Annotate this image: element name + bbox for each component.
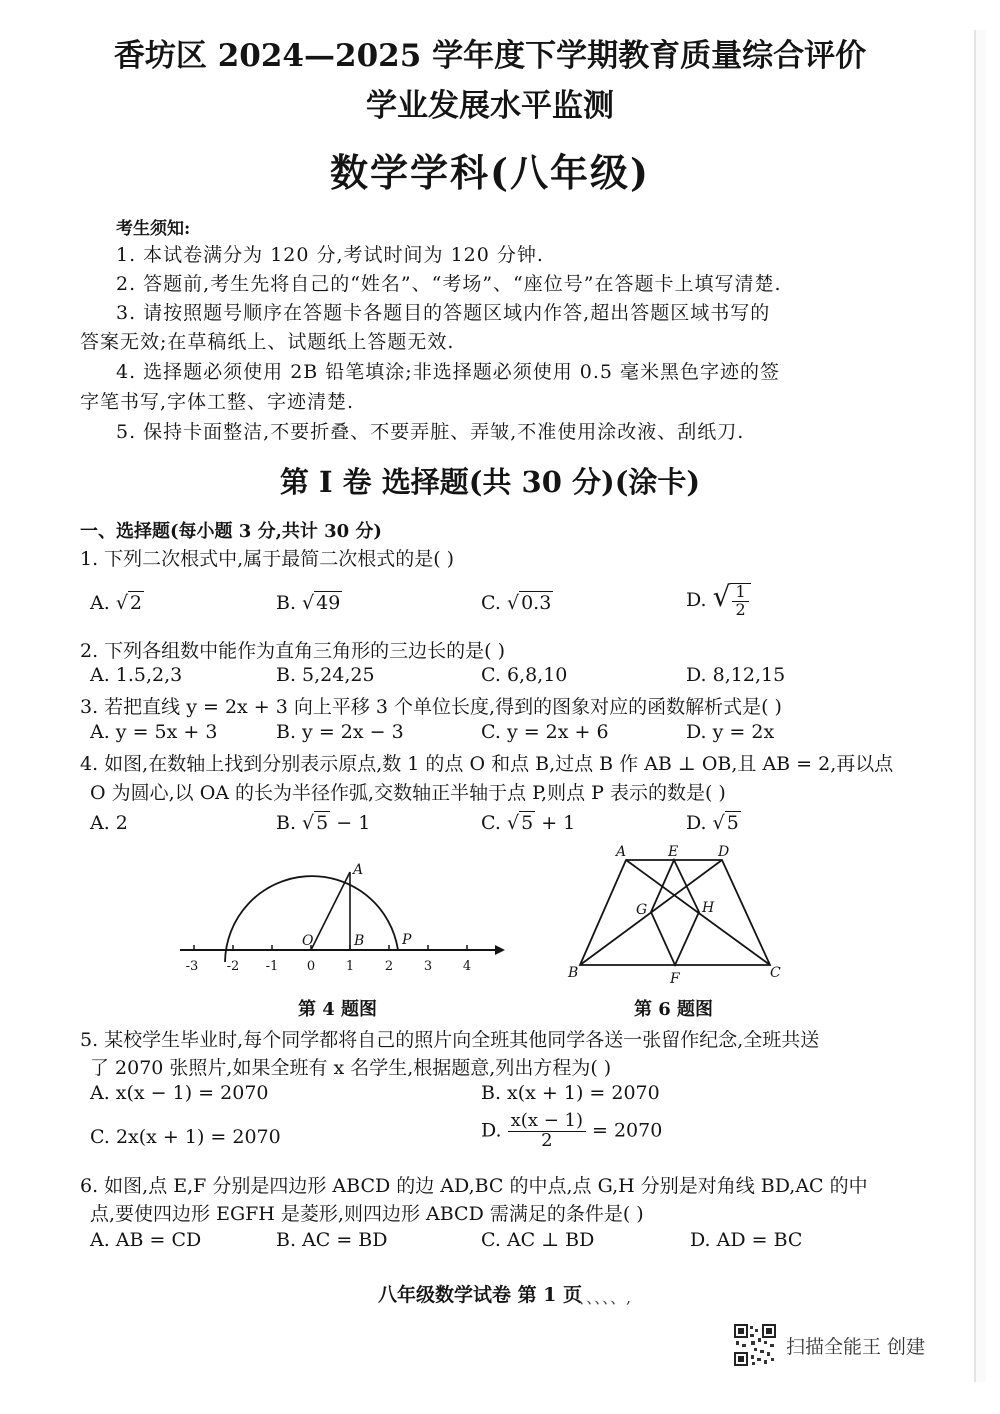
tick-label: 1 — [345, 959, 355, 974]
point-label-o: O — [302, 933, 314, 949]
tick-label: 0 — [306, 959, 316, 974]
tick-label: 3 — [423, 959, 433, 974]
point-label-f: F — [670, 971, 680, 987]
question-4-stem-line2: O 为圆心,以 OA 的长为半径作弧,交数轴正半轴于点 P,则点 P 表示的数是( ) — [90, 782, 726, 804]
segment-oa — [311, 872, 350, 950]
subject-title: 数学学科(八年级) — [330, 150, 650, 195]
section-title: 第 I 卷 选择题(共 30 分)(涂卡) — [279, 465, 701, 499]
page-footer: 八年级数学试卷 第 1 页 — [377, 1284, 583, 1306]
q3-option-c: C. y = 2x + 6 — [481, 721, 609, 743]
question-5-stem-line1: 5. 某校学生毕业时,每个同学都将自己的照片向全班其他同学各送一张留作纪念,全班共送 — [80, 1029, 820, 1051]
q6-option-d: D. AD = BC — [690, 1229, 803, 1251]
q4-option-d: D. √ 5 — [686, 812, 739, 834]
question-6-stem-line1: 6. 如图,点 E,F 分别是四边形 ABCD 的边 AD,BC 的中点,点 G,H 分别是对角线 BD,AC 的中 — [80, 1175, 868, 1197]
notice-line: 4. 选择题必须使用 2B 铅笔填涂;非选择题必须使用 0.5 毫米黑色字迹的签 — [116, 361, 780, 383]
q1-option-b: B. √ 49 — [276, 592, 341, 614]
question-6-stem-line2: 点,要使四边形 EGFH 是菱形,则四边形 ABCD 需满足的条件是( ) — [90, 1203, 644, 1225]
tick-label: -1 — [265, 959, 279, 974]
q1-option-d: D. √ $\frac{1}{2}$ — [686, 580, 751, 619]
notice-line: 答案无效;在草稿纸上、试题纸上答题无效. — [80, 331, 455, 353]
q2-option-a: A. 1.5,2,3 — [90, 664, 183, 686]
question-3-stem: 3. 若把直线 y = 2x + 3 向上平移 3 个单位长度,得到的图象对应的函数解析式是( ) — [80, 696, 782, 718]
tick-label: -2 — [226, 959, 240, 974]
figure-6-caption: 第 6 题图 — [634, 999, 714, 1020]
point-label-a: A — [353, 862, 364, 878]
q3-option-d: D. y = 2x — [686, 721, 775, 743]
question-5-stem-line2: 了 2070 张照片,如果全班有 x 名学生,根据题意,列出方程为( ) — [90, 1057, 612, 1079]
q4-option-b: B. √ 5 − 1 — [276, 812, 371, 834]
exam-subtitle: 学业发展水平监测 — [366, 88, 614, 124]
point-label-g: G — [636, 902, 648, 918]
q2-option-c: C. 6,8,10 — [481, 664, 568, 686]
section-subtitle: 一、选择题(每小题 3 分,共计 30 分) — [80, 521, 382, 542]
q5-option-d: D. $\frac{x(x - 1)}{2}$ = 2070 — [481, 1110, 663, 1151]
qr-code-icon — [734, 1324, 776, 1366]
q2-option-b: B. 5,24,25 — [276, 664, 375, 686]
tick-label: 2 — [384, 959, 394, 974]
notice-line: 2. 答题前,考生先将自己的“姓名”、“考场”、“座位号”在答题卡上填写清楚. — [116, 273, 782, 295]
q1-option-a: A. √ 2 — [90, 592, 143, 614]
q5-option-c: C. 2x(x + 1) = 2070 — [90, 1126, 281, 1148]
q2-option-d: D. 8,12,15 — [686, 664, 786, 686]
figure-4-caption: 第 4 题图 — [298, 999, 378, 1020]
notice-heading: 考生须知: — [116, 219, 191, 239]
point-label-b: B — [354, 933, 365, 949]
point-label-b: B — [568, 965, 579, 981]
q6-option-c: C. AC ⊥ BD — [481, 1229, 595, 1251]
point-label-a: A — [616, 844, 627, 860]
question-2-stem: 2. 下列各组数中能作为直角三角形的三边长的是( ) — [80, 640, 506, 662]
axis-arrow — [495, 945, 505, 955]
notice-line: 3. 请按照题号顺序在答题卡各题目的答题区域内作答,超出答题区域书写的 — [116, 302, 771, 324]
tick-label: 4 — [462, 959, 472, 974]
q3-option-b: B. y = 2x − 3 — [276, 721, 404, 743]
notice-line: 字笔书写,字体工整、字迹清楚. — [80, 391, 355, 413]
notice-line: 1. 本试卷满分为 120 分,考试时间为 120 分钟. — [116, 244, 544, 266]
question-4-stem-line1: 4. 如图,在数轴上找到分别表示原点,数 1 的点 O 和点 B,过点 B 作 AB ⊥ OB,且 AB = 2,再以点 — [80, 753, 894, 775]
point-label-p: P — [402, 932, 412, 948]
watermark-text: 扫描全能王 创建 — [786, 1335, 926, 1358]
figure-6-quadrilateral — [560, 840, 790, 990]
point-label-d: D — [718, 844, 730, 860]
pencil-marks: 、、、、、, — [578, 1288, 632, 1307]
q1-option-c: C. √ 0.3 — [481, 592, 552, 614]
q4-option-a: A. 2 — [90, 812, 128, 834]
point-label-e: E — [668, 844, 679, 860]
point-label-c: C — [770, 965, 781, 981]
scanner-watermark — [734, 1324, 925, 1366]
notice-line: 5. 保持卡面整洁,不要折叠、不要弄脏、弄皱,不准使用涂改液、刮纸刀. — [116, 421, 745, 443]
q4-option-c: C. √ 5 + 1 — [481, 812, 576, 834]
q6-option-a: A. AB = CD — [90, 1229, 202, 1251]
q3-option-a: A. y = 5x + 3 — [90, 721, 218, 743]
question-1-stem: 1. 下列二次根式中,属于最简二次根式的是( ) — [80, 548, 455, 570]
tick-label: -3 — [185, 959, 199, 974]
point-label-h: H — [702, 900, 715, 916]
quadrilateral-egfh — [651, 860, 699, 965]
exam-title: 香坊区 2024—2025 学年度下学期教育质量综合评价 — [113, 38, 867, 74]
figure-4-number-line — [170, 850, 510, 985]
quadrilateral-abcd — [580, 860, 770, 965]
q6-option-b: B. AC = BD — [276, 1229, 388, 1251]
page-edge — [974, 30, 986, 1382]
q5-option-b: B. x(x + 1) = 2070 — [481, 1082, 660, 1104]
q5-option-a: A. x(x − 1) = 2070 — [90, 1082, 269, 1104]
